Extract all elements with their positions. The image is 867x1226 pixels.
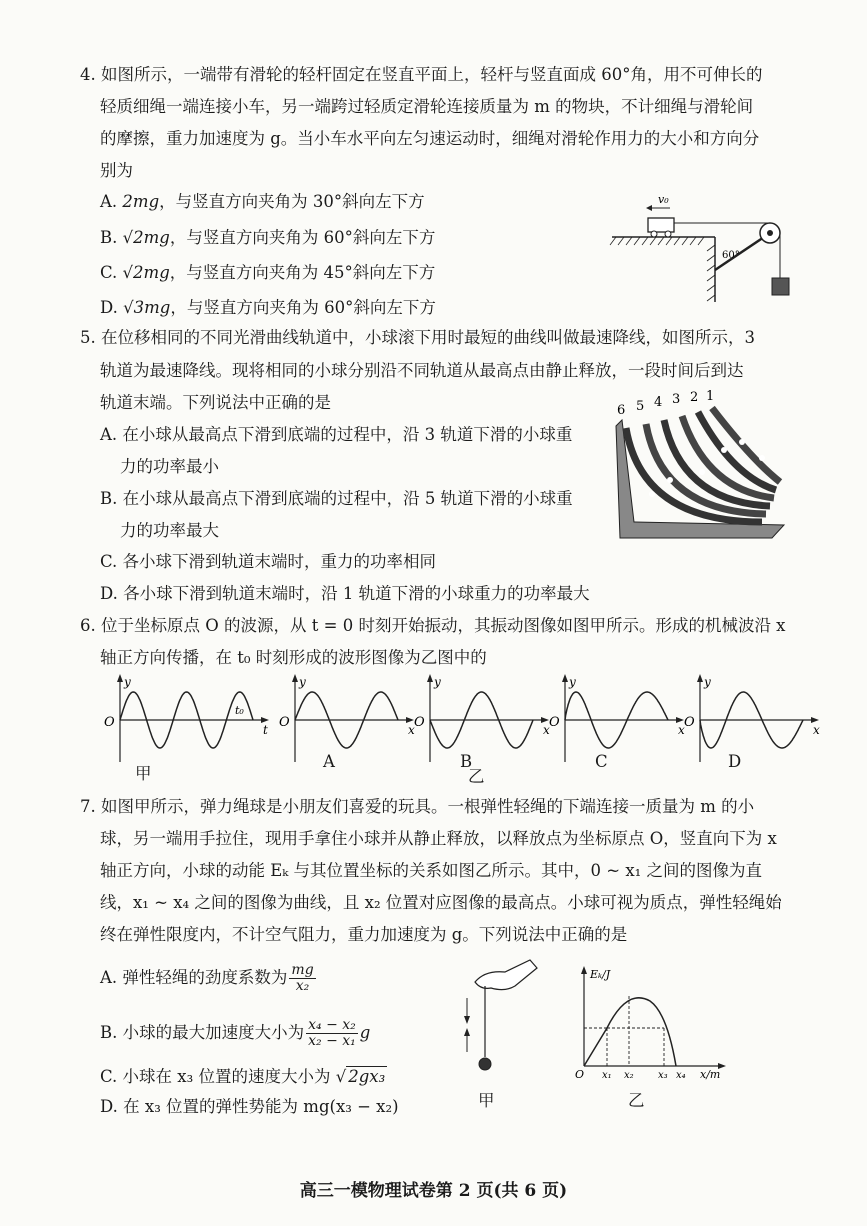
q7-hand-ball-figure [455, 952, 550, 1082]
x-axis-label: x [813, 723, 820, 737]
q5-option-b-cont: 力的功率最大 [120, 521, 219, 540]
q6-graph-label-a: A [323, 752, 335, 771]
origin-label: O [414, 715, 425, 730]
q7-fig-label-jia: 甲 [478, 1091, 495, 1110]
q7-option-b: B. 小球的最大加速度大小为 $\frac{\text{x₄ − x₂}}{\text{x₂ − x₁}}$ g [100, 1017, 371, 1049]
track-number-4: 4 [654, 395, 663, 410]
origin-label: O [104, 715, 115, 730]
track-number-1: 1 [706, 389, 715, 404]
t0-label: t₀ [235, 704, 244, 717]
q6-group-label-yi: 乙 [468, 767, 485, 786]
q4-pulley-figure [610, 190, 800, 305]
q5-option-d: D. 各小球下滑到轨道末端时，沿 1 轨道下滑的小球重力的功率最大 [100, 584, 590, 603]
y-axis-label: y [569, 675, 576, 689]
q7-stem-line-4: 线，x₁ ~ x₄ 之间的图像为曲线，且 x₂ 位置对应图像的最高点。小球可视为质点，弹性轻绳始 [100, 893, 782, 912]
q5-option-a: A. 在小球从最高点下滑到底端的过程中，沿 3 轨道下滑的小球重 [100, 425, 573, 444]
track-number-5: 5 [636, 399, 645, 414]
cart [648, 218, 674, 232]
q5-stem-line-1: 5. 在位移相同的不同光滑曲线轨道中，小球滚下用时最短的曲线叫做最速降线，如图所示，3 [80, 328, 755, 347]
hand-icon [475, 960, 537, 990]
q7-option-c: C. 小球在 x₃ 位置的速度大小为 √ 2gx₃ [100, 1067, 386, 1086]
origin-label: O [575, 1068, 585, 1081]
q7-option-d: D. 在 x₃ 位置的弹性势能为 mg(x₃ − x₂) [100, 1097, 399, 1116]
wave-graph-b [414, 674, 550, 762]
wave-graph-jia [104, 674, 269, 762]
track-number-6: 6 [617, 403, 626, 418]
y-axis-label: y [124, 675, 131, 689]
q4-stem-line-2: 轻质细绳一端连接小车，另一端跨过轻质定滑轮连接质量为 m 的物块，不计细绳与滑轮间 [100, 97, 754, 116]
wave-graph-a [279, 674, 415, 762]
q7-ek-graph [572, 958, 732, 1083]
mass-block [772, 278, 789, 295]
q4-option-d: D. √3mg，与竖直方向夹角为 60°斜向左下方 [100, 298, 436, 317]
x-axis-label: x [678, 723, 685, 737]
q5-option-b: B. 在小球从最高点下滑到底端的过程中，沿 5 轨道下滑的小球重 [100, 489, 573, 508]
q5-option-a-cont: 力的功率最小 [120, 457, 219, 476]
page-footer: 高三一模物理试卷第 2 页(共 6 页) [299, 1181, 568, 1201]
tick-x4: x₄ [676, 1070, 686, 1081]
q4-option-c: C. √2mg，与竖直方向夹角为 45°斜向左下方 [100, 263, 436, 282]
x-axis-label: t [263, 723, 268, 737]
q6-graph-label-b: B [460, 752, 473, 771]
q4-option-a: A. 2mg，与竖直方向夹角为 30°斜向左下方 [100, 192, 425, 211]
x-axis-unit: x/m [700, 1068, 721, 1081]
q4-option-b: B. √2mg，与竖直方向夹角为 60°斜向左下方 [100, 228, 436, 247]
q6-stem-line-2: 轴正方向传播，在 t₀ 时刻形成的波形图像为乙图中的 [100, 648, 487, 667]
q7-stem-line-1: 7. 如图甲所示，弹力绳球是小朋友们喜爱的玩具。一根弹性轻绳的下端连接一质量为 m 的小 [80, 797, 755, 816]
x-axis-label: x [408, 723, 415, 737]
q6-graph-label-d: D [728, 752, 742, 771]
q6-wave-graphs [95, 672, 820, 777]
q4-stem-line-1: 4. 如图所示，一端带有滑轮的轻杆固定在竖直平面上，轻杆与竖直面成 60°角，用不可伸长的 [80, 65, 763, 84]
angle-label: 60° [722, 250, 740, 261]
ek-curve [584, 998, 676, 1066]
q7-option-a: A. 弹性轻绳的劲度系数为 $\frac{mg}{\text{x₂}}$ [100, 962, 314, 994]
wave-graph-c [549, 674, 685, 762]
q7-fig-label-yi: 乙 [628, 1091, 645, 1110]
q4-stem-line-3: 的摩擦，重力加速度为 g。当小车水平向左匀速运动时，细绳对滑轮作用力的大小和方向分 [100, 129, 760, 148]
track-number-3: 3 [672, 392, 681, 407]
origin-label: O [684, 715, 695, 730]
y-axis-label: y [434, 675, 441, 689]
tick-x2: x₂ [624, 1070, 634, 1081]
ek-axis-label: Eₖ/J [590, 968, 611, 981]
tick-x3: x₃ [658, 1070, 668, 1081]
q5-option-c: C. 各小球下滑到轨道末端时，重力的功率相同 [100, 552, 437, 571]
y-axis-label: y [704, 675, 711, 689]
y-axis-label: y [299, 675, 306, 689]
x-axis-label: x [543, 723, 550, 737]
tick-x1: x₁ [602, 1070, 612, 1081]
q5-stem-line-2: 轨道为最速降线。现将相同的小球分别沿不同轨道从最高点由静止释放，一段时间后到达 [100, 361, 744, 380]
wave-graph-d [684, 674, 820, 762]
origin-label: O [279, 715, 290, 730]
q6-stem-line-1: 6. 位于坐标原点 O 的波源，从 t = 0 时刻开始振动，其振动图像如图甲所示。形成的机械波沿 x [80, 616, 786, 635]
q5-stem-line-3: 轨道末端。下列说法中正确的是 [100, 393, 331, 412]
q6-graph-label-c: C [595, 752, 608, 771]
v0-label: v₀ [658, 193, 669, 206]
ball [479, 1058, 491, 1070]
q6-graph-label-jia: 甲 [135, 764, 152, 783]
q5-tracks-figure [612, 390, 787, 550]
origin-label: O [549, 715, 560, 730]
q4-stem-line-4: 别为 [100, 161, 133, 180]
q7-stem-line-3: 轴正方向，小球的动能 Eₖ 与其位置坐标的关系如图乙所示。其中，0 ~ x₁ 之间的图像为直 [100, 861, 763, 880]
q7-stem-line-5: 终在弹性限度内，不计空气阻力，重力加速度为 g。下列说法中正确的是 [100, 925, 628, 944]
track-number-2: 2 [690, 390, 699, 405]
q7-stem-line-2: 球，另一端用手拉住，现用手拿住小球并从静止释放，以释放点为坐标原点 O，竖直向下为 x [100, 829, 777, 848]
